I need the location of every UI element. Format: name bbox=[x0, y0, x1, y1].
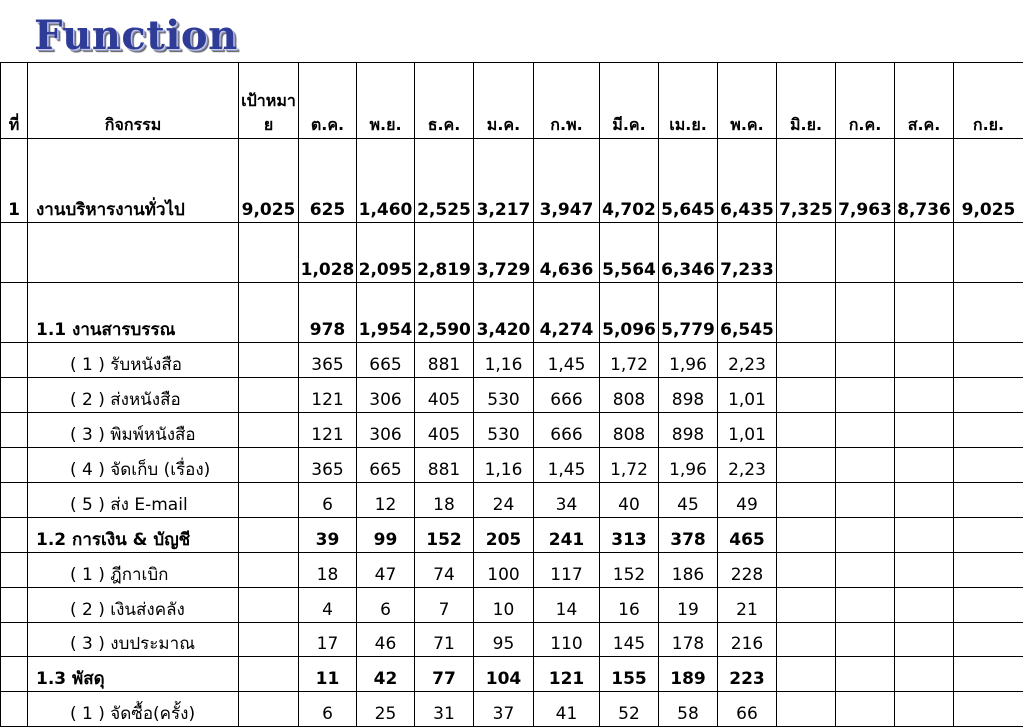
month-value-cell bbox=[895, 223, 954, 283]
month-value-cell bbox=[895, 518, 954, 553]
activity-cell: ( 2 ) ส่งหนังสือ bbox=[28, 378, 239, 413]
month-value-cell: 1,028 bbox=[299, 223, 357, 283]
month-value-cell bbox=[954, 283, 1023, 343]
month-value-cell: 6,545 bbox=[718, 283, 777, 343]
month-value-cell bbox=[777, 223, 836, 283]
month-value-cell bbox=[777, 413, 836, 448]
activity-cell bbox=[28, 223, 239, 283]
month-value-cell: 145 bbox=[600, 623, 659, 657]
row-number bbox=[1, 483, 28, 518]
month-value-cell: 1,16 bbox=[474, 448, 534, 483]
month-value-cell: 313 bbox=[600, 518, 659, 553]
month-value-cell: 74 bbox=[415, 553, 474, 588]
month-value-cell: 405 bbox=[415, 413, 474, 448]
activity-cell: 1.1 งานสารบรรณ bbox=[28, 283, 239, 343]
month-value-cell: 9,025 bbox=[954, 139, 1023, 223]
month-value-cell: 7,233 bbox=[718, 223, 777, 283]
month-value-cell: 530 bbox=[474, 378, 534, 413]
column-header-month: เม.ย. bbox=[659, 63, 718, 139]
row-number bbox=[1, 343, 28, 378]
column-header-no: ที่ bbox=[1, 63, 28, 139]
month-value-cell bbox=[836, 378, 895, 413]
row-number bbox=[1, 518, 28, 553]
month-value-cell: 152 bbox=[600, 553, 659, 588]
month-value-cell bbox=[836, 518, 895, 553]
column-header-activity: กิจกรรม bbox=[28, 63, 239, 139]
row-number bbox=[1, 657, 28, 692]
header-row bbox=[1, 63, 1023, 139]
table-row bbox=[1, 448, 1023, 483]
month-value-cell bbox=[777, 553, 836, 588]
month-value-cell: 1,96 bbox=[659, 343, 718, 378]
month-value-cell bbox=[836, 343, 895, 378]
month-value-cell bbox=[954, 657, 1023, 692]
month-value-cell: 625 bbox=[299, 139, 357, 223]
row-number bbox=[1, 692, 28, 727]
target-cell bbox=[239, 378, 299, 413]
month-value-cell bbox=[777, 483, 836, 518]
table-row bbox=[1, 343, 1023, 378]
column-header-month: พ.ย. bbox=[357, 63, 415, 139]
table-row bbox=[1, 378, 1023, 413]
page-title: Function bbox=[34, 12, 238, 59]
month-value-cell: 665 bbox=[357, 343, 415, 378]
month-value-cell: 45 bbox=[659, 483, 718, 518]
month-value-cell bbox=[954, 518, 1023, 553]
row-number bbox=[1, 553, 28, 588]
month-value-cell: 6 bbox=[299, 483, 357, 518]
month-value-cell: 3,420 bbox=[474, 283, 534, 343]
row-number bbox=[1, 623, 28, 657]
table-row bbox=[1, 518, 1023, 553]
column-header-month: ต.ค. bbox=[299, 63, 357, 139]
month-value-cell bbox=[777, 448, 836, 483]
month-value-cell: 898 bbox=[659, 378, 718, 413]
target-cell bbox=[239, 553, 299, 588]
month-value-cell: 530 bbox=[474, 413, 534, 448]
month-value-cell: 121 bbox=[299, 413, 357, 448]
activity-cell: ( 4 ) จัดเก็บ (เรื่อง) bbox=[28, 448, 239, 483]
month-value-cell: 881 bbox=[415, 448, 474, 483]
month-value-cell bbox=[836, 448, 895, 483]
target-cell bbox=[239, 483, 299, 518]
month-value-cell: 216 bbox=[718, 623, 777, 657]
month-value-cell bbox=[777, 378, 836, 413]
month-value-cell: 881 bbox=[415, 343, 474, 378]
row-number bbox=[1, 413, 28, 448]
month-value-cell: 1,01 bbox=[718, 413, 777, 448]
target-cell bbox=[239, 283, 299, 343]
column-header-month: มิ.ย. bbox=[777, 63, 836, 139]
month-value-cell: 24 bbox=[474, 483, 534, 518]
row-number bbox=[1, 378, 28, 413]
month-value-cell: 1,954 bbox=[357, 283, 415, 343]
month-value-cell: 121 bbox=[299, 378, 357, 413]
month-value-cell: 4 bbox=[299, 588, 357, 623]
month-value-cell bbox=[895, 588, 954, 623]
month-value-cell: 66 bbox=[718, 692, 777, 727]
month-value-cell: 898 bbox=[659, 413, 718, 448]
month-value-cell bbox=[954, 588, 1023, 623]
month-value-cell bbox=[954, 378, 1023, 413]
month-value-cell: 3,947 bbox=[534, 139, 600, 223]
month-value-cell: 306 bbox=[357, 413, 415, 448]
activity-cell: ( 1 ) จัดซื้อ(ครั้ง) bbox=[28, 692, 239, 727]
month-value-cell bbox=[836, 657, 895, 692]
month-value-cell bbox=[954, 448, 1023, 483]
row-number: 1 bbox=[1, 139, 28, 223]
month-value-cell: 18 bbox=[299, 553, 357, 588]
month-value-cell bbox=[777, 623, 836, 657]
month-value-cell: 19 bbox=[659, 588, 718, 623]
table-row bbox=[1, 553, 1023, 588]
month-value-cell bbox=[954, 623, 1023, 657]
month-value-cell bbox=[954, 223, 1023, 283]
activity-cell: 1.2 การเงิน & บัญชี bbox=[28, 518, 239, 553]
month-value-cell bbox=[777, 518, 836, 553]
month-value-cell: 978 bbox=[299, 283, 357, 343]
table-row bbox=[1, 692, 1023, 727]
activity-cell: ( 3 ) พิมพ์หนังสือ bbox=[28, 413, 239, 448]
month-value-cell: 1,460 bbox=[357, 139, 415, 223]
month-value-cell bbox=[895, 448, 954, 483]
month-value-cell: 241 bbox=[534, 518, 600, 553]
target-cell bbox=[239, 448, 299, 483]
month-value-cell bbox=[836, 623, 895, 657]
month-value-cell: 40 bbox=[600, 483, 659, 518]
table-row bbox=[1, 623, 1023, 657]
month-value-cell: 5,779 bbox=[659, 283, 718, 343]
month-value-cell bbox=[836, 483, 895, 518]
column-header-month: ส.ค. bbox=[895, 63, 954, 139]
month-value-cell: 808 bbox=[600, 413, 659, 448]
month-value-cell: 47 bbox=[357, 553, 415, 588]
month-value-cell: 2,590 bbox=[415, 283, 474, 343]
month-value-cell: 2,095 bbox=[357, 223, 415, 283]
row-number bbox=[1, 588, 28, 623]
month-value-cell: 77 bbox=[415, 657, 474, 692]
column-header-month: ก.พ. bbox=[534, 63, 600, 139]
target-cell bbox=[239, 657, 299, 692]
month-value-cell: 6 bbox=[299, 692, 357, 727]
target-cell bbox=[239, 623, 299, 657]
row-number bbox=[1, 223, 28, 283]
activity-cell: ( 2 ) เงินส่งคลัง bbox=[28, 588, 239, 623]
month-value-cell: 365 bbox=[299, 448, 357, 483]
table-row bbox=[1, 588, 1023, 623]
month-value-cell: 666 bbox=[534, 413, 600, 448]
month-value-cell bbox=[777, 657, 836, 692]
month-value-cell: 117 bbox=[534, 553, 600, 588]
month-value-cell: 95 bbox=[474, 623, 534, 657]
target-cell bbox=[239, 588, 299, 623]
month-value-cell: 808 bbox=[600, 378, 659, 413]
month-value-cell bbox=[954, 343, 1023, 378]
table-row bbox=[1, 139, 1023, 223]
column-header-month: ก.ย. bbox=[954, 63, 1023, 139]
month-value-cell bbox=[836, 283, 895, 343]
month-value-cell bbox=[777, 283, 836, 343]
month-value-cell bbox=[895, 657, 954, 692]
month-value-cell: 378 bbox=[659, 518, 718, 553]
month-value-cell: 7 bbox=[415, 588, 474, 623]
month-value-cell: 5,096 bbox=[600, 283, 659, 343]
month-value-cell: 41 bbox=[534, 692, 600, 727]
table-row bbox=[1, 283, 1023, 343]
month-value-cell: 3,729 bbox=[474, 223, 534, 283]
month-value-cell: 223 bbox=[718, 657, 777, 692]
month-value-cell bbox=[895, 692, 954, 727]
column-header-month: ธ.ค. bbox=[415, 63, 474, 139]
target-cell bbox=[239, 413, 299, 448]
table-row bbox=[1, 483, 1023, 518]
month-value-cell: 306 bbox=[357, 378, 415, 413]
month-value-cell bbox=[836, 553, 895, 588]
target-cell bbox=[239, 223, 299, 283]
month-value-cell: 1,72 bbox=[600, 343, 659, 378]
month-value-cell: 5,645 bbox=[659, 139, 718, 223]
month-value-cell bbox=[895, 343, 954, 378]
target-cell bbox=[239, 343, 299, 378]
month-value-cell: 155 bbox=[600, 657, 659, 692]
month-value-cell: 10 bbox=[474, 588, 534, 623]
month-value-cell: 4,636 bbox=[534, 223, 600, 283]
month-value-cell: 2,819 bbox=[415, 223, 474, 283]
column-header-month: ก.ค. bbox=[836, 63, 895, 139]
row-number bbox=[1, 448, 28, 483]
month-value-cell bbox=[836, 588, 895, 623]
month-value-cell: 8,736 bbox=[895, 139, 954, 223]
month-value-cell bbox=[836, 223, 895, 283]
column-header-month: พ.ค. bbox=[718, 63, 777, 139]
month-value-cell: 46 bbox=[357, 623, 415, 657]
month-value-cell: 37 bbox=[474, 692, 534, 727]
month-value-cell bbox=[895, 483, 954, 518]
target-cell bbox=[239, 518, 299, 553]
month-value-cell bbox=[895, 283, 954, 343]
month-value-cell: 34 bbox=[534, 483, 600, 518]
month-value-cell: 110 bbox=[534, 623, 600, 657]
month-value-cell: 31 bbox=[415, 692, 474, 727]
month-value-cell: 121 bbox=[534, 657, 600, 692]
month-value-cell: 1,72 bbox=[600, 448, 659, 483]
activity-cell: ( 1 ) ฎีกาเบิก bbox=[28, 553, 239, 588]
month-value-cell: 49 bbox=[718, 483, 777, 518]
month-value-cell bbox=[777, 588, 836, 623]
month-value-cell bbox=[954, 483, 1023, 518]
function-table bbox=[0, 62, 1023, 727]
month-value-cell: 99 bbox=[357, 518, 415, 553]
month-value-cell: 7,325 bbox=[777, 139, 836, 223]
month-value-cell: 3,217 bbox=[474, 139, 534, 223]
month-value-cell: 16 bbox=[600, 588, 659, 623]
month-value-cell: 465 bbox=[718, 518, 777, 553]
activity-cell: ( 3 ) งบประมาณ bbox=[28, 623, 239, 657]
month-value-cell bbox=[954, 692, 1023, 727]
month-value-cell bbox=[954, 413, 1023, 448]
month-value-cell bbox=[777, 343, 836, 378]
month-value-cell: 18 bbox=[415, 483, 474, 518]
month-value-cell: 186 bbox=[659, 553, 718, 588]
month-value-cell: 2,23 bbox=[718, 448, 777, 483]
month-value-cell bbox=[895, 553, 954, 588]
activity-cell: ( 5 ) ส่ง E-mail bbox=[28, 483, 239, 518]
month-value-cell: 100 bbox=[474, 553, 534, 588]
column-header-month: ม.ค. bbox=[474, 63, 534, 139]
table-row bbox=[1, 413, 1023, 448]
month-value-cell: 152 bbox=[415, 518, 474, 553]
month-value-cell: 1,45 bbox=[534, 448, 600, 483]
month-value-cell: 42 bbox=[357, 657, 415, 692]
month-value-cell: 178 bbox=[659, 623, 718, 657]
month-value-cell: 17 bbox=[299, 623, 357, 657]
table-row bbox=[1, 223, 1023, 283]
month-value-cell: 5,564 bbox=[600, 223, 659, 283]
month-value-cell: 228 bbox=[718, 553, 777, 588]
month-value-cell: 2,525 bbox=[415, 139, 474, 223]
month-value-cell: 2,23 bbox=[718, 343, 777, 378]
month-value-cell: 189 bbox=[659, 657, 718, 692]
target-cell: 9,025 bbox=[239, 139, 299, 223]
month-value-cell: 666 bbox=[534, 378, 600, 413]
month-value-cell bbox=[895, 378, 954, 413]
month-value-cell bbox=[836, 692, 895, 727]
month-value-cell: 1,96 bbox=[659, 448, 718, 483]
activity-cell: งานบริหารงานทั่วไป bbox=[28, 139, 239, 223]
month-value-cell: 71 bbox=[415, 623, 474, 657]
month-value-cell: 4,702 bbox=[600, 139, 659, 223]
month-value-cell bbox=[895, 413, 954, 448]
month-value-cell: 665 bbox=[357, 448, 415, 483]
month-value-cell: 365 bbox=[299, 343, 357, 378]
month-value-cell bbox=[777, 692, 836, 727]
month-value-cell: 6,435 bbox=[718, 139, 777, 223]
month-value-cell: 205 bbox=[474, 518, 534, 553]
month-value-cell: 6,346 bbox=[659, 223, 718, 283]
month-value-cell: 52 bbox=[600, 692, 659, 727]
month-value-cell: 14 bbox=[534, 588, 600, 623]
month-value-cell bbox=[895, 623, 954, 657]
month-value-cell: 39 bbox=[299, 518, 357, 553]
row-number bbox=[1, 283, 28, 343]
column-header-target: เป้าหมาย bbox=[239, 63, 299, 139]
month-value-cell: 25 bbox=[357, 692, 415, 727]
month-value-cell: 58 bbox=[659, 692, 718, 727]
month-value-cell: 1,16 bbox=[474, 343, 534, 378]
month-value-cell: 7,963 bbox=[836, 139, 895, 223]
target-cell bbox=[239, 692, 299, 727]
month-value-cell: 12 bbox=[357, 483, 415, 518]
month-value-cell: 4,274 bbox=[534, 283, 600, 343]
month-value-cell: 11 bbox=[299, 657, 357, 692]
month-value-cell bbox=[954, 553, 1023, 588]
activity-cell: ( 1 ) รับหนังสือ bbox=[28, 343, 239, 378]
month-value-cell: 1,01 bbox=[718, 378, 777, 413]
table-row bbox=[1, 657, 1023, 692]
activity-cell: 1.3 พัสดุ bbox=[28, 657, 239, 692]
month-value-cell: 6 bbox=[357, 588, 415, 623]
month-value-cell: 104 bbox=[474, 657, 534, 692]
month-value-cell bbox=[836, 413, 895, 448]
month-value-cell: 21 bbox=[718, 588, 777, 623]
column-header-month: มี.ค. bbox=[600, 63, 659, 139]
month-value-cell: 1,45 bbox=[534, 343, 600, 378]
month-value-cell: 405 bbox=[415, 378, 474, 413]
